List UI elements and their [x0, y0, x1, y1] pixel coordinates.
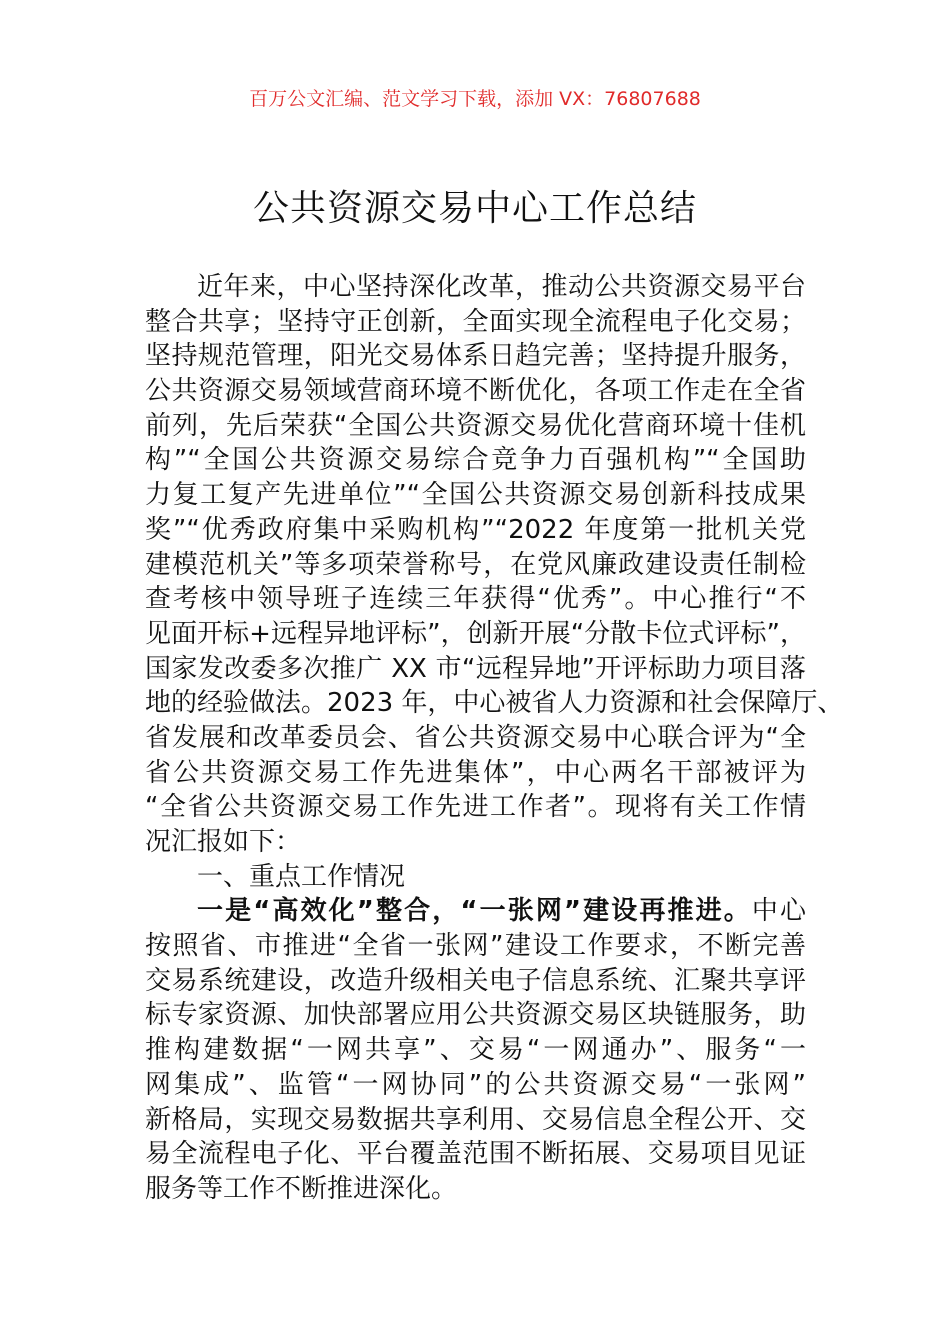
document-body	[145, 270, 844, 1207]
text-line: 近年来，中心坚持深化改革，推动公共资源交易平台	[197, 272, 806, 302]
text-line: “全省公共资源交易工作先进工作者”。现将有关工作情	[145, 792, 806, 823]
text-line: 标专家资源、加快部署应用公共资源交易区块链服务，助	[145, 1000, 806, 1031]
intro-paragraph	[145, 270, 844, 860]
point-1-lead: 一是“高效化”整合，“一张网”建设再推进。	[197, 896, 752, 927]
text-line: 省公共资源交易工作先进集体”，中心两名干部被评为	[145, 757, 806, 788]
text-line: 奖”“优秀政府集中采购机构”“2022 年度第一批机关党	[145, 514, 806, 545]
text-line: 查考核中领导班子连续三年获得“优秀”。中心推行“不	[145, 584, 806, 615]
text-line: 见面开标+远程异地评标”，创新开展“分散卡位式评标”，	[145, 618, 806, 649]
text-line: 按照省、市推进“全省一张网”建设工作要求，不断完善	[145, 931, 806, 962]
text-line: 前列，先后荣获“全国公共资源交易优化营商环境十佳机	[145, 410, 806, 441]
text-line: 易全流程电子化、平台覆盖范围不断拓展、交易项目见证	[145, 1139, 806, 1170]
section-heading: 一、重点工作情况	[197, 861, 406, 892]
text-line: 构”“全国公共资源交易综合竞争力百强机构”“全国助	[145, 445, 806, 476]
text-line: 网集成”、监管“一网协同”的公共资源交易“一张网”	[145, 1069, 806, 1100]
point-1-paragraph	[145, 894, 806, 1206]
text-line: 地的经验做法。2023 年，中心被省人力资源和社会保障厅、	[145, 688, 844, 719]
point-1-first-line	[145, 894, 806, 929]
text-line: 交易系统建设，改造升级相关电子信息系统、汇聚共享评	[145, 965, 806, 996]
document-title: 公共资源交易中心工作总结	[252, 188, 697, 229]
text-line: 建模范机关”等多项荣誉称号，在党风廉政建设责任制检	[145, 549, 806, 580]
text-line: 推构建数据“一网共享”、交易“一网通办”、服务“一	[145, 1035, 806, 1066]
text-line: 力复工复产先进单位”“全国公共资源交易创新科技成果	[145, 480, 806, 511]
text-line: 服务等工作不断推进深化。	[145, 1173, 458, 1204]
text-line: 省发展和改革委员会、省公共资源交易中心联合评为“全	[145, 722, 806, 753]
text-line: 坚持规范管理，阳光交易体系日趋完善；坚持提升服务，	[145, 341, 806, 372]
text-line: 公共资源交易领域营商环境不断优化，各项工作走在全省	[145, 376, 806, 407]
text-line: 国家发改委多次推广 XX 市“远程异地”开评标助力项目落	[145, 653, 806, 684]
point-1-first-line-rest: 中心	[751, 896, 806, 927]
download-banner: 百万公文汇编、范文学习下载，添加 VX：76807688	[249, 88, 701, 110]
text-line: 新格局，实现交易数据共享利用、交易信息全程公开、交	[145, 1104, 806, 1135]
text-line: 整合共享；坚持守正创新，全面实现全流程电子化交易；	[145, 306, 806, 337]
text-line: 况汇报如下：	[145, 827, 302, 857]
